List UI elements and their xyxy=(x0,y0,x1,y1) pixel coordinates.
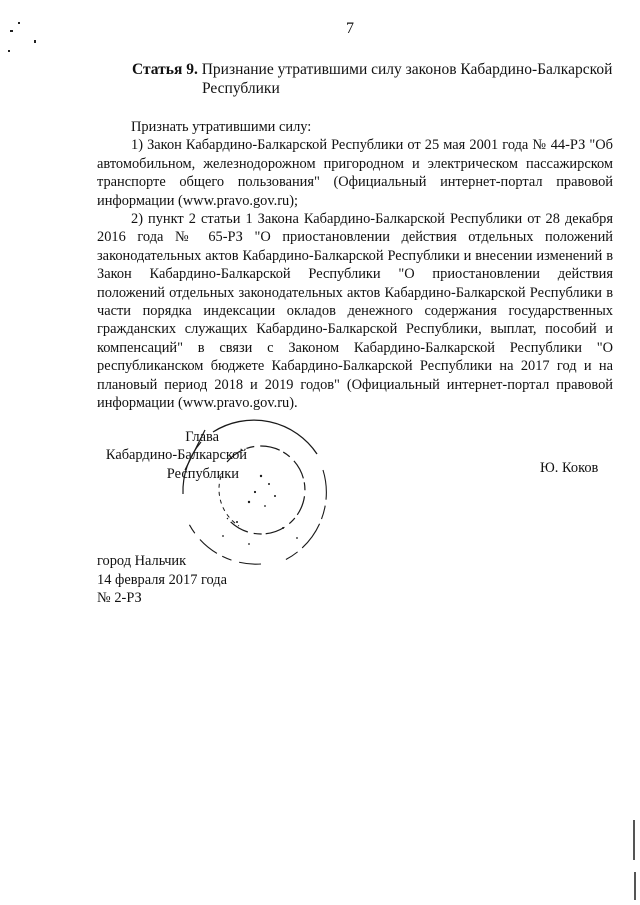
article-heading xyxy=(132,60,622,98)
signature-title-line2: Кабардино-Балкарской xyxy=(105,447,247,464)
signature-title-line1: Глава xyxy=(185,429,219,445)
signature-title-line3: Республики xyxy=(166,465,239,482)
article-body xyxy=(97,118,613,413)
page-number: 7 xyxy=(346,20,354,37)
scan-speck xyxy=(8,50,10,52)
scan-edge-mark xyxy=(634,872,636,900)
adoption-date: 14 февраля 2017 года xyxy=(97,571,228,588)
article-title-line1: Признание утратившими силу законов Кабардино-Балкарской xyxy=(201,61,613,78)
body-item-2: 2) пункт 2 статьи 1 Закона Кабардино-Балкарской Республики от 28 декабря 2016 года № 65-РЗ "О приостановлении действия отдельных положений законодательных актов Кабардино-Балкарской Республики и внесении изменений в Закон Кабардино-Балкарской Республики "О приостановлении действия положений отдельных законодательных актов Кабардино-Балкарской Республики в части порядка индексации окладов денежного содержания государственных гражданских служащих Кабардино-Балкарской Республики, выплат, пособий и компенсаций" в связи с Законом Кабардино-Балкарской Республики "О республиканском бюджете Кабардино-Балкарской Республики на 2017 год и на плановый период 2018 и 2019 годов" (Официальный интернет-портал правовой информации (www.pravo.gov.ru). xyxy=(97,211,613,412)
body-item-1: 1) Закон Кабардино-Балкарской Республики от 25 мая 2001 года № 44-РЗ "Об автомобильном, железнодорожном пригородном и электрическом пассажирском транспорте общего пользования" (Официальный интернет-портал правовой информации (www.pravo.gov.ru); xyxy=(97,137,613,209)
scan-speck xyxy=(34,40,36,43)
city: город Нальчик xyxy=(97,553,187,569)
body-intro: Признать утратившими силу: xyxy=(131,119,312,135)
place-and-date xyxy=(97,552,227,608)
scan-speck xyxy=(10,30,13,32)
law-number: № 2-РЗ xyxy=(97,590,142,607)
scan-edge-mark xyxy=(633,820,635,860)
signature-title xyxy=(97,428,247,483)
article-number: Статья 9. xyxy=(132,61,198,78)
article-title-line2: Республики xyxy=(202,80,280,97)
signer-name: Ю. Коков xyxy=(540,460,599,476)
scan-speck xyxy=(18,22,20,24)
